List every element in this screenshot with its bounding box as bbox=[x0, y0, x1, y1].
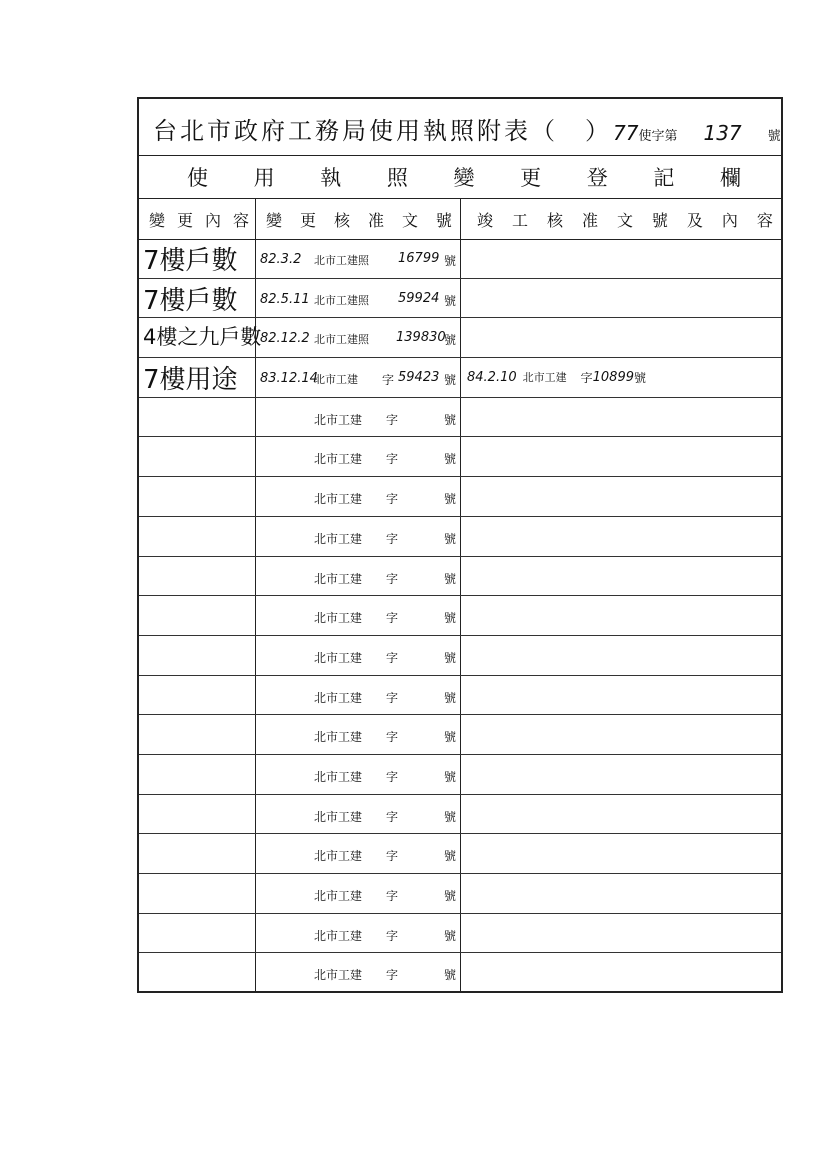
header-char: 及 bbox=[686, 210, 703, 230]
header-char: 准 bbox=[367, 210, 384, 230]
table-row bbox=[139, 914, 781, 954]
completion-cell bbox=[461, 755, 783, 794]
completion-cell bbox=[461, 517, 783, 556]
header-char: 工 bbox=[511, 210, 528, 230]
template-hao: 號 bbox=[443, 492, 456, 507]
template-prefix: 北市工建 bbox=[314, 650, 363, 665]
change-content-cell bbox=[139, 715, 256, 754]
template-hao: 號 bbox=[443, 571, 456, 586]
template-prefix: 北市工建 bbox=[314, 492, 363, 507]
change-approval-cell bbox=[256, 755, 461, 794]
completion-number: 10899 bbox=[592, 369, 634, 385]
header-char: 更 bbox=[299, 210, 316, 230]
table-row bbox=[139, 279, 781, 319]
template-hao: 號 bbox=[443, 730, 456, 745]
header-char: 內 bbox=[721, 210, 738, 230]
usage-permit-attachment-form bbox=[137, 97, 783, 993]
completion-prefix: 北市工建 bbox=[522, 371, 567, 385]
change-approval-cell bbox=[256, 715, 461, 754]
header-char: 更 bbox=[176, 210, 193, 230]
template-zi: 字 bbox=[386, 611, 399, 626]
template-hao: 號 bbox=[443, 650, 456, 665]
completion-cell bbox=[461, 874, 783, 913]
change-approval-cell bbox=[256, 795, 461, 834]
template-zi: 字 bbox=[386, 650, 399, 665]
table-row bbox=[139, 795, 781, 835]
form-title: 台北市政府工務局使用執照附表（ ） bbox=[153, 117, 612, 145]
section-char: 登 bbox=[586, 165, 608, 190]
change-approval-cell bbox=[256, 517, 461, 556]
header-char: 容 bbox=[756, 210, 773, 230]
template-hao: 號 bbox=[443, 690, 456, 705]
template-prefix: 北市工建 bbox=[314, 690, 363, 705]
header-char: 文 bbox=[401, 210, 418, 230]
change-approval-cell bbox=[256, 636, 461, 675]
template-prefix: 北市工建 bbox=[314, 412, 363, 427]
permit-suffix: 號 bbox=[767, 129, 781, 144]
approval-number: 59924 bbox=[398, 290, 440, 306]
template-zi: 字 bbox=[386, 492, 399, 507]
header-completion-approval bbox=[461, 199, 783, 239]
table-row bbox=[139, 358, 781, 398]
section-title bbox=[139, 155, 781, 199]
change-approval-cell bbox=[256, 477, 461, 516]
template-hao: 號 bbox=[443, 611, 456, 626]
change-content-cell bbox=[139, 477, 256, 516]
change-approval-cell bbox=[256, 874, 461, 913]
permit-year: 77 bbox=[613, 121, 639, 145]
table-row bbox=[139, 477, 781, 517]
change-approval-cell bbox=[256, 239, 461, 278]
change-approval-cell bbox=[256, 834, 461, 873]
template-zi: 字 bbox=[386, 849, 399, 864]
section-char: 記 bbox=[653, 165, 675, 190]
permit-prefix: 使字第 bbox=[638, 129, 678, 144]
completion-cell bbox=[461, 557, 783, 596]
entry-rows bbox=[139, 239, 781, 993]
template-hao: 號 bbox=[443, 889, 456, 903]
change-approval-cell bbox=[256, 358, 461, 397]
completion-cell bbox=[461, 676, 783, 715]
change-approval-cell bbox=[256, 557, 461, 596]
template-hao: 號 bbox=[443, 769, 456, 784]
completion-cell bbox=[461, 358, 783, 397]
header-char: 容 bbox=[232, 210, 249, 230]
change-content-cell bbox=[139, 239, 256, 278]
section-char: 照 bbox=[386, 165, 408, 190]
column-header-row bbox=[139, 199, 781, 240]
template-zi: 字 bbox=[386, 690, 399, 705]
change-approval-cell bbox=[256, 437, 461, 476]
template-zi: 字 bbox=[386, 769, 399, 784]
change-content-cell bbox=[139, 398, 256, 437]
permit-no: 137 bbox=[703, 121, 742, 145]
approval-hao: 號 bbox=[443, 333, 456, 348]
template-zi: 字 bbox=[386, 730, 399, 745]
change-content-cell bbox=[139, 517, 256, 556]
change-content: 7樓用途 bbox=[143, 364, 238, 395]
table-row bbox=[139, 874, 781, 914]
title-row bbox=[139, 99, 781, 156]
header-char: 內 bbox=[204, 210, 221, 230]
table-row bbox=[139, 715, 781, 755]
change-content-cell bbox=[139, 279, 256, 318]
template-zi: 字 bbox=[386, 412, 399, 427]
change-content-cell bbox=[139, 914, 256, 953]
header-char: 核 bbox=[333, 210, 350, 230]
change-content-cell bbox=[139, 596, 256, 635]
table-row bbox=[139, 953, 781, 993]
completion-cell bbox=[461, 795, 783, 834]
approval-prefix: 北市工建照 bbox=[314, 293, 369, 307]
approval-hao: 號 bbox=[443, 254, 456, 268]
completion-cell bbox=[461, 239, 783, 278]
completion-cell bbox=[461, 715, 783, 754]
template-hao: 號 bbox=[443, 928, 456, 943]
completion-date: 84.2.10 bbox=[467, 369, 517, 385]
completion-cell bbox=[461, 953, 783, 993]
template-zi: 字 bbox=[386, 571, 399, 586]
header-char: 准 bbox=[581, 210, 598, 230]
approval-date: 83.12.14 bbox=[260, 371, 318, 387]
section-char: 變 bbox=[453, 165, 475, 190]
change-approval-cell bbox=[256, 953, 461, 993]
table-row bbox=[139, 437, 781, 477]
template-zi: 字 bbox=[386, 889, 399, 903]
template-prefix: 北市工建 bbox=[314, 730, 363, 745]
template-hao: 號 bbox=[443, 968, 456, 983]
template-hao: 號 bbox=[443, 531, 456, 546]
change-content-cell bbox=[139, 358, 256, 397]
approval-number: 139830 bbox=[396, 330, 446, 346]
completion-hao: 號 bbox=[634, 370, 647, 385]
table-row bbox=[139, 239, 781, 279]
completion-cell bbox=[461, 596, 783, 635]
approval-hao: 號 bbox=[443, 373, 456, 388]
section-char: 更 bbox=[520, 165, 542, 190]
template-zi: 字 bbox=[386, 928, 399, 943]
change-content: 7樓戶數 bbox=[143, 285, 238, 316]
change-content: 7樓戶數 bbox=[143, 245, 238, 276]
table-row bbox=[139, 755, 781, 795]
approval-zi: 字 bbox=[382, 373, 395, 388]
change-content-cell bbox=[139, 636, 256, 675]
template-prefix: 北市工建 bbox=[314, 531, 363, 546]
template-prefix: 北市工建 bbox=[314, 769, 363, 784]
change-approval-cell bbox=[256, 914, 461, 953]
change-content-cell bbox=[139, 318, 262, 357]
completion-cell bbox=[461, 437, 783, 476]
approval-prefix: 北市工建 bbox=[314, 373, 358, 387]
template-zi: 字 bbox=[386, 452, 399, 467]
header-change-content bbox=[139, 199, 256, 239]
template-prefix: 北市工建 bbox=[314, 849, 363, 864]
header-char: 號 bbox=[435, 210, 452, 230]
header-char: 變 bbox=[266, 210, 283, 230]
approval-date: 82.5.11 bbox=[260, 291, 310, 307]
template-zi: 字 bbox=[386, 809, 399, 824]
template-hao: 號 bbox=[443, 412, 456, 427]
approval-prefix: 北市工建照 bbox=[314, 333, 369, 347]
section-char: 用 bbox=[253, 165, 275, 190]
table-row bbox=[139, 676, 781, 716]
change-content: 4樓之九戶數 bbox=[143, 325, 262, 350]
completion-cell bbox=[461, 477, 783, 516]
section-char: 欄 bbox=[720, 165, 741, 190]
header-change-approval bbox=[256, 199, 461, 239]
template-prefix: 北市工建 bbox=[314, 611, 363, 626]
section-char: 使 bbox=[187, 165, 208, 190]
completion-cell bbox=[461, 834, 783, 873]
template-prefix: 北市工建 bbox=[314, 571, 363, 586]
change-approval-cell bbox=[256, 398, 461, 437]
change-content-cell bbox=[139, 953, 256, 993]
change-content-cell bbox=[139, 557, 256, 596]
change-content-cell bbox=[139, 874, 256, 913]
change-content-cell bbox=[139, 437, 256, 476]
approval-date: 82.12.2 bbox=[260, 331, 310, 347]
completion-cell bbox=[461, 914, 783, 953]
table-row bbox=[139, 557, 781, 597]
change-approval-cell bbox=[256, 279, 461, 318]
template-prefix: 北市工建 bbox=[314, 889, 363, 903]
template-prefix: 北市工建 bbox=[314, 928, 363, 943]
approval-prefix: 北市工建照 bbox=[314, 254, 369, 267]
completion-zi: 字 bbox=[580, 370, 593, 385]
approval-hao: 號 bbox=[443, 293, 456, 308]
template-prefix: 北市工建 bbox=[314, 968, 363, 983]
completion-cell bbox=[461, 636, 783, 675]
template-prefix: 北市工建 bbox=[314, 809, 363, 824]
header-char: 竣 bbox=[477, 210, 494, 230]
approval-number: 59423 bbox=[398, 370, 440, 386]
table-row bbox=[139, 596, 781, 636]
change-approval-cell bbox=[256, 318, 461, 357]
template-hao: 號 bbox=[443, 809, 456, 824]
table-row bbox=[139, 636, 781, 676]
table-row bbox=[139, 398, 781, 438]
table-row bbox=[139, 834, 781, 874]
table-row bbox=[139, 318, 781, 358]
completion-cell bbox=[461, 398, 783, 437]
change-content-cell bbox=[139, 795, 256, 834]
template-prefix: 北市工建 bbox=[314, 452, 363, 467]
section-char: 執 bbox=[320, 165, 342, 190]
header-char: 變 bbox=[149, 210, 166, 230]
completion-cell bbox=[461, 318, 783, 357]
template-zi: 字 bbox=[386, 531, 399, 546]
approval-number: 16799 bbox=[398, 251, 440, 266]
change-content-cell bbox=[139, 834, 256, 873]
change-content-cell bbox=[139, 676, 256, 715]
completion-cell bbox=[461, 279, 783, 318]
header-char: 文 bbox=[616, 210, 633, 230]
template-hao: 號 bbox=[443, 849, 456, 864]
template-hao: 號 bbox=[443, 452, 456, 467]
table-row bbox=[139, 517, 781, 557]
change-approval-cell bbox=[256, 596, 461, 635]
permit-number bbox=[613, 121, 781, 145]
approval-date: 82.3.2 bbox=[260, 252, 302, 267]
change-content-cell bbox=[139, 755, 256, 794]
header-char: 核 bbox=[546, 210, 563, 230]
template-zi: 字 bbox=[386, 968, 399, 983]
header-char: 號 bbox=[651, 210, 668, 230]
change-approval-cell bbox=[256, 676, 461, 715]
